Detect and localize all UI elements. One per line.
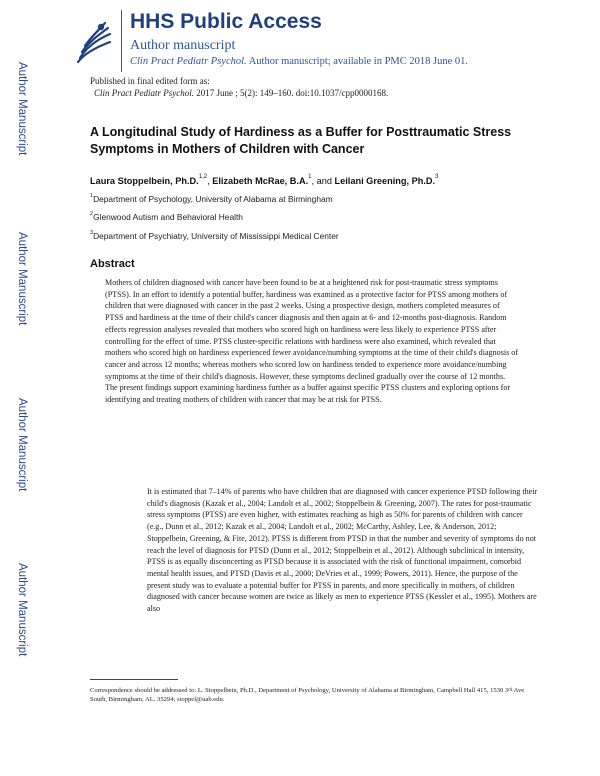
footnote-divider	[90, 679, 178, 680]
sidebar-author-manuscript-label-4: Author Manuscript	[16, 563, 28, 657]
published-label: Published in final edited form as:	[90, 76, 210, 86]
sidebar-author-manuscript-label-3: Author Manuscript	[16, 398, 28, 492]
affiliation-3	[90, 231, 339, 241]
author-name: Elizabeth McRae, B.A.	[212, 176, 309, 186]
affiliation-2	[90, 212, 243, 222]
published-citation	[94, 88, 388, 98]
sidebar-author-manuscript-label-2: Author Manuscript	[16, 232, 28, 326]
hhs-eagle-icon	[72, 18, 114, 64]
introduction-paragraph: It is estimated that 7–14% of parents who have children that are diagnosed with cancer experience PTSD following their child's diagnosis (Kazak et al., 2004; Landolt et al., 2002; Stoppelbein & Greening, 2007). The rates for post-traumatic stress symptoms (PTSS) are even higher, with estimates reaching as high as 50% for parents of children with cancer (e.g., Dunn et al., 2012; Kazak et al., 2004; Landolt et al., 2002; McCarthy, Ashley, Lee, & Anderson, 2012; Stoppelbein, Greening, & Fite, 2012). PTSS is different from PTSD in that the number and severity of symptoms do not reach the level of diagnosis for PTSD (Dunn et al., 2012; Stoppelbein et al., 2012). Although subclinical in intensity, PTSS is as equally disconcerting as PTSD because it is associated with the risk of functional impairment, comorbid mental health issues, and PTSD (Davis et al., 2000; DeVries et al., 1999; Powers, 2011). Hence, the purpose of the present study was to evaluate a potential buffer for PTSS in parents, and more specifically in mothers, of children diagnosed with cancer because women are twice as likely as men to experience PTSS (Kessler et al., 1995). Mothers are also	[147, 487, 538, 614]
affiliation-text: Glenwood Autism and Behavioral Health	[93, 212, 243, 222]
footnote-text-start: Correspondence should be addressed to: L. Stoppelbein, Ph.D., Department of Psychology, University of Alabama at Birmingham, Campbell Hall 415, 1530 3	[90, 687, 509, 694]
pmc-availability-line	[130, 56, 468, 67]
affiliation-marker: 2	[90, 211, 94, 217]
header-divider	[121, 10, 122, 72]
correspondence-footnote	[90, 686, 530, 704]
affiliation-marker: 1	[90, 193, 94, 199]
availability-text: Author manuscript; available in PMC 2018 June 01.	[248, 56, 469, 67]
journal-name: Clin Pract Pediatr Psychol.	[130, 56, 247, 67]
affiliation-1	[90, 194, 333, 204]
published-details: 2017 June ; 5(2): 149–160. doi:10.1037/cpp0000168.	[196, 88, 389, 98]
published-journal: Clin Pract Pediatr Psychol.	[94, 88, 194, 98]
abstract-heading: Abstract	[90, 258, 135, 270]
author-name: Leilani Greening, Ph.D.	[334, 176, 436, 186]
abstract-body: Mothers of children diagnosed with cancer have been found to be at a heightened risk for post-traumatic stress symptoms (PTSS). In an effort to identify a potential buffer, hardiness was examined as a protective factor for PTSS among mothers of children that were diagnosed with cancer in the past 2 weeks. Using a prospective design, mothers completed measures of PTSS and hardiness at the time of their child's cancer diagnosis and then again at 6- and 12-months post-diagnosis. Random effects regression analyses revealed that mothers who scored high on hardiness were less likely to experience PTSS after controlling for the effect of time. PTSS cluster-specific relations with hardiness were also examined, which revealed that mothers who scored high on hardiness experienced fewer avoidance/numbing symptoms at the time of their child's diagnosis of cancer and across 12 months; whereas mothers who scored low on hardiness tended to experience more avoidance/numbing symptoms at the time of their child's diagnosis. However, these symptoms declined gradually over the course of 12 months. The present findings support examining hardiness further as a buffer against specific PTSS clusters and exploring options for identifying and treating mothers of children with cancer that may be at risk for PTSS.	[105, 278, 519, 405]
author-affiliation-marker: 3	[435, 174, 439, 180]
author-separator: , and	[311, 176, 335, 186]
hhs-public-access-title: HHS Public Access	[130, 10, 322, 33]
author-list	[90, 176, 438, 186]
author-name: Laura Stoppelbein, Ph.D.	[90, 176, 199, 186]
sidebar-author-manuscript-label-1: Author Manuscript	[16, 62, 28, 156]
affiliation-text: Department of Psychology, University of Alabama at Birmingham	[93, 194, 333, 204]
author-manuscript-subtitle: Author manuscript	[130, 38, 236, 53]
affiliation-marker: 3	[90, 230, 94, 236]
footnote-text-end: Ave South, Birmingham, AL. 35294; stoppel@uab.edu.	[90, 687, 525, 703]
article-title: A Longitudinal Study of Hardiness as a Buffer for Posttraumatic Stress Symptoms in Mothers of Children with Cancer	[90, 125, 512, 156]
footnote-superscript: rd	[508, 688, 513, 693]
affiliation-text: Department of Psychiatry, University of Mississippi Medical Center	[93, 231, 339, 241]
author-separator: ,	[207, 176, 213, 186]
author-affiliation-marker: 1	[308, 174, 312, 180]
author-affiliation-marker: 1,2	[198, 174, 208, 180]
